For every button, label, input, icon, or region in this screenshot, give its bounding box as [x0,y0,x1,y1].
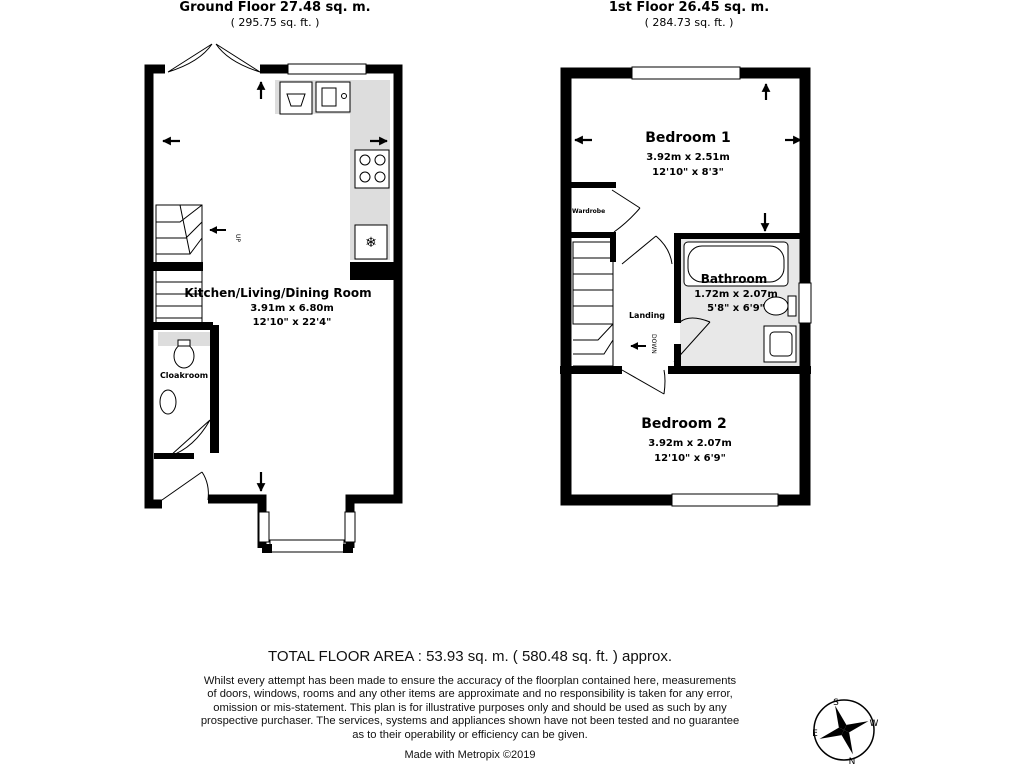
bedroom2-name: Bedroom 2 [641,416,727,432]
bedroom1-door [622,236,672,264]
toilet-icon [174,344,194,368]
total-floor-area: TOTAL FLOOR AREA : 53.93 sq. m. ( 580.48 sq. ft. ) approx. [267,648,673,665]
window-top-ground [288,64,366,74]
ground-floor-subtitle: ( 295.75 sq. ft. ) [230,16,320,29]
kitchen-imperial: 12'10" x 22'4" [252,317,332,328]
compass-south: S [833,698,839,708]
made-with-credit: Made with Metropix ©2019 [404,749,536,761]
staircase-first [573,242,613,366]
disclaimer [180,675,760,742]
cloakroom-name: Cloakroom [159,371,209,380]
cloakroom-wall [210,325,219,453]
window-bathroom [799,283,811,323]
stair-down-label: DOWN [650,334,657,354]
landing-name: Landing [628,311,666,320]
kitchen-name: Kitchen/Living/Dining Room [184,286,372,300]
bay-window-bottom [270,540,344,552]
wardrobe-door [612,190,640,232]
disclaimer-line: prospective purchaser. The services, systems and appliances shown have not been tested and no guarantee [200,715,740,728]
compass-north: N [848,757,856,767]
ground-floor-title: Ground Floor 27.48 sq. m. [179,0,371,15]
compass-icon [806,692,882,768]
bedroom1-imperial: 12'10" x 8'3" [652,167,724,178]
cloakroom-door [170,420,210,456]
french-doors [168,44,260,72]
kitchen-metric: 3.91m x 6.80m [250,303,334,314]
disclaimer-line: as to their operability or efficiency can be given. [352,728,588,741]
disclaimer-line: of doors, windows, rooms and any other items are approximate and no responsibility is taken for any error, [207,688,733,701]
front-door [162,472,208,500]
bedroom2-metric: 3.92m x 2.07m [648,438,732,449]
window-bottom-first [672,494,778,506]
compass-west: W [869,719,879,729]
bathroom-name: Bathroom [700,272,768,286]
wardrobe-name: Wardrobe [572,208,606,215]
hob-icon [355,150,389,188]
window-top-first [632,67,740,79]
ground-floor-plan [149,44,398,553]
bathroom-metric: 1.72m x 2.07m [694,289,778,300]
basin-icon [160,390,176,414]
first-floor-plan [560,67,811,506]
compass-east: E [812,729,818,739]
bedroom1-name: Bedroom 1 [645,130,731,146]
bedroom2-door [622,370,665,394]
bedroom2-imperial: 12'10" x 6'9" [654,453,726,464]
disclaimer-line: omission or mis-statement. This plan is for illustrative purposes only and should be used as such by any [213,701,727,714]
svg-text:❄: ❄ [365,235,377,251]
bay-window-right [345,512,355,542]
disclaimer-line: Whilst every attempt has been made to ensure the accuracy of the floorplan contained here, measurements [203,675,737,687]
first-floor-subtitle: ( 284.73 sq. ft. ) [644,16,734,29]
stair-up-label: UP [234,234,241,243]
bedroom1-metric: 3.92m x 2.51m [646,152,730,163]
bathroom-imperial: 5'8" x 6'9" [707,303,765,314]
bay-window-left [259,512,269,542]
washing-machine-icon [280,82,312,114]
first-floor-title: 1st Floor 26.45 sq. m. [608,0,770,15]
